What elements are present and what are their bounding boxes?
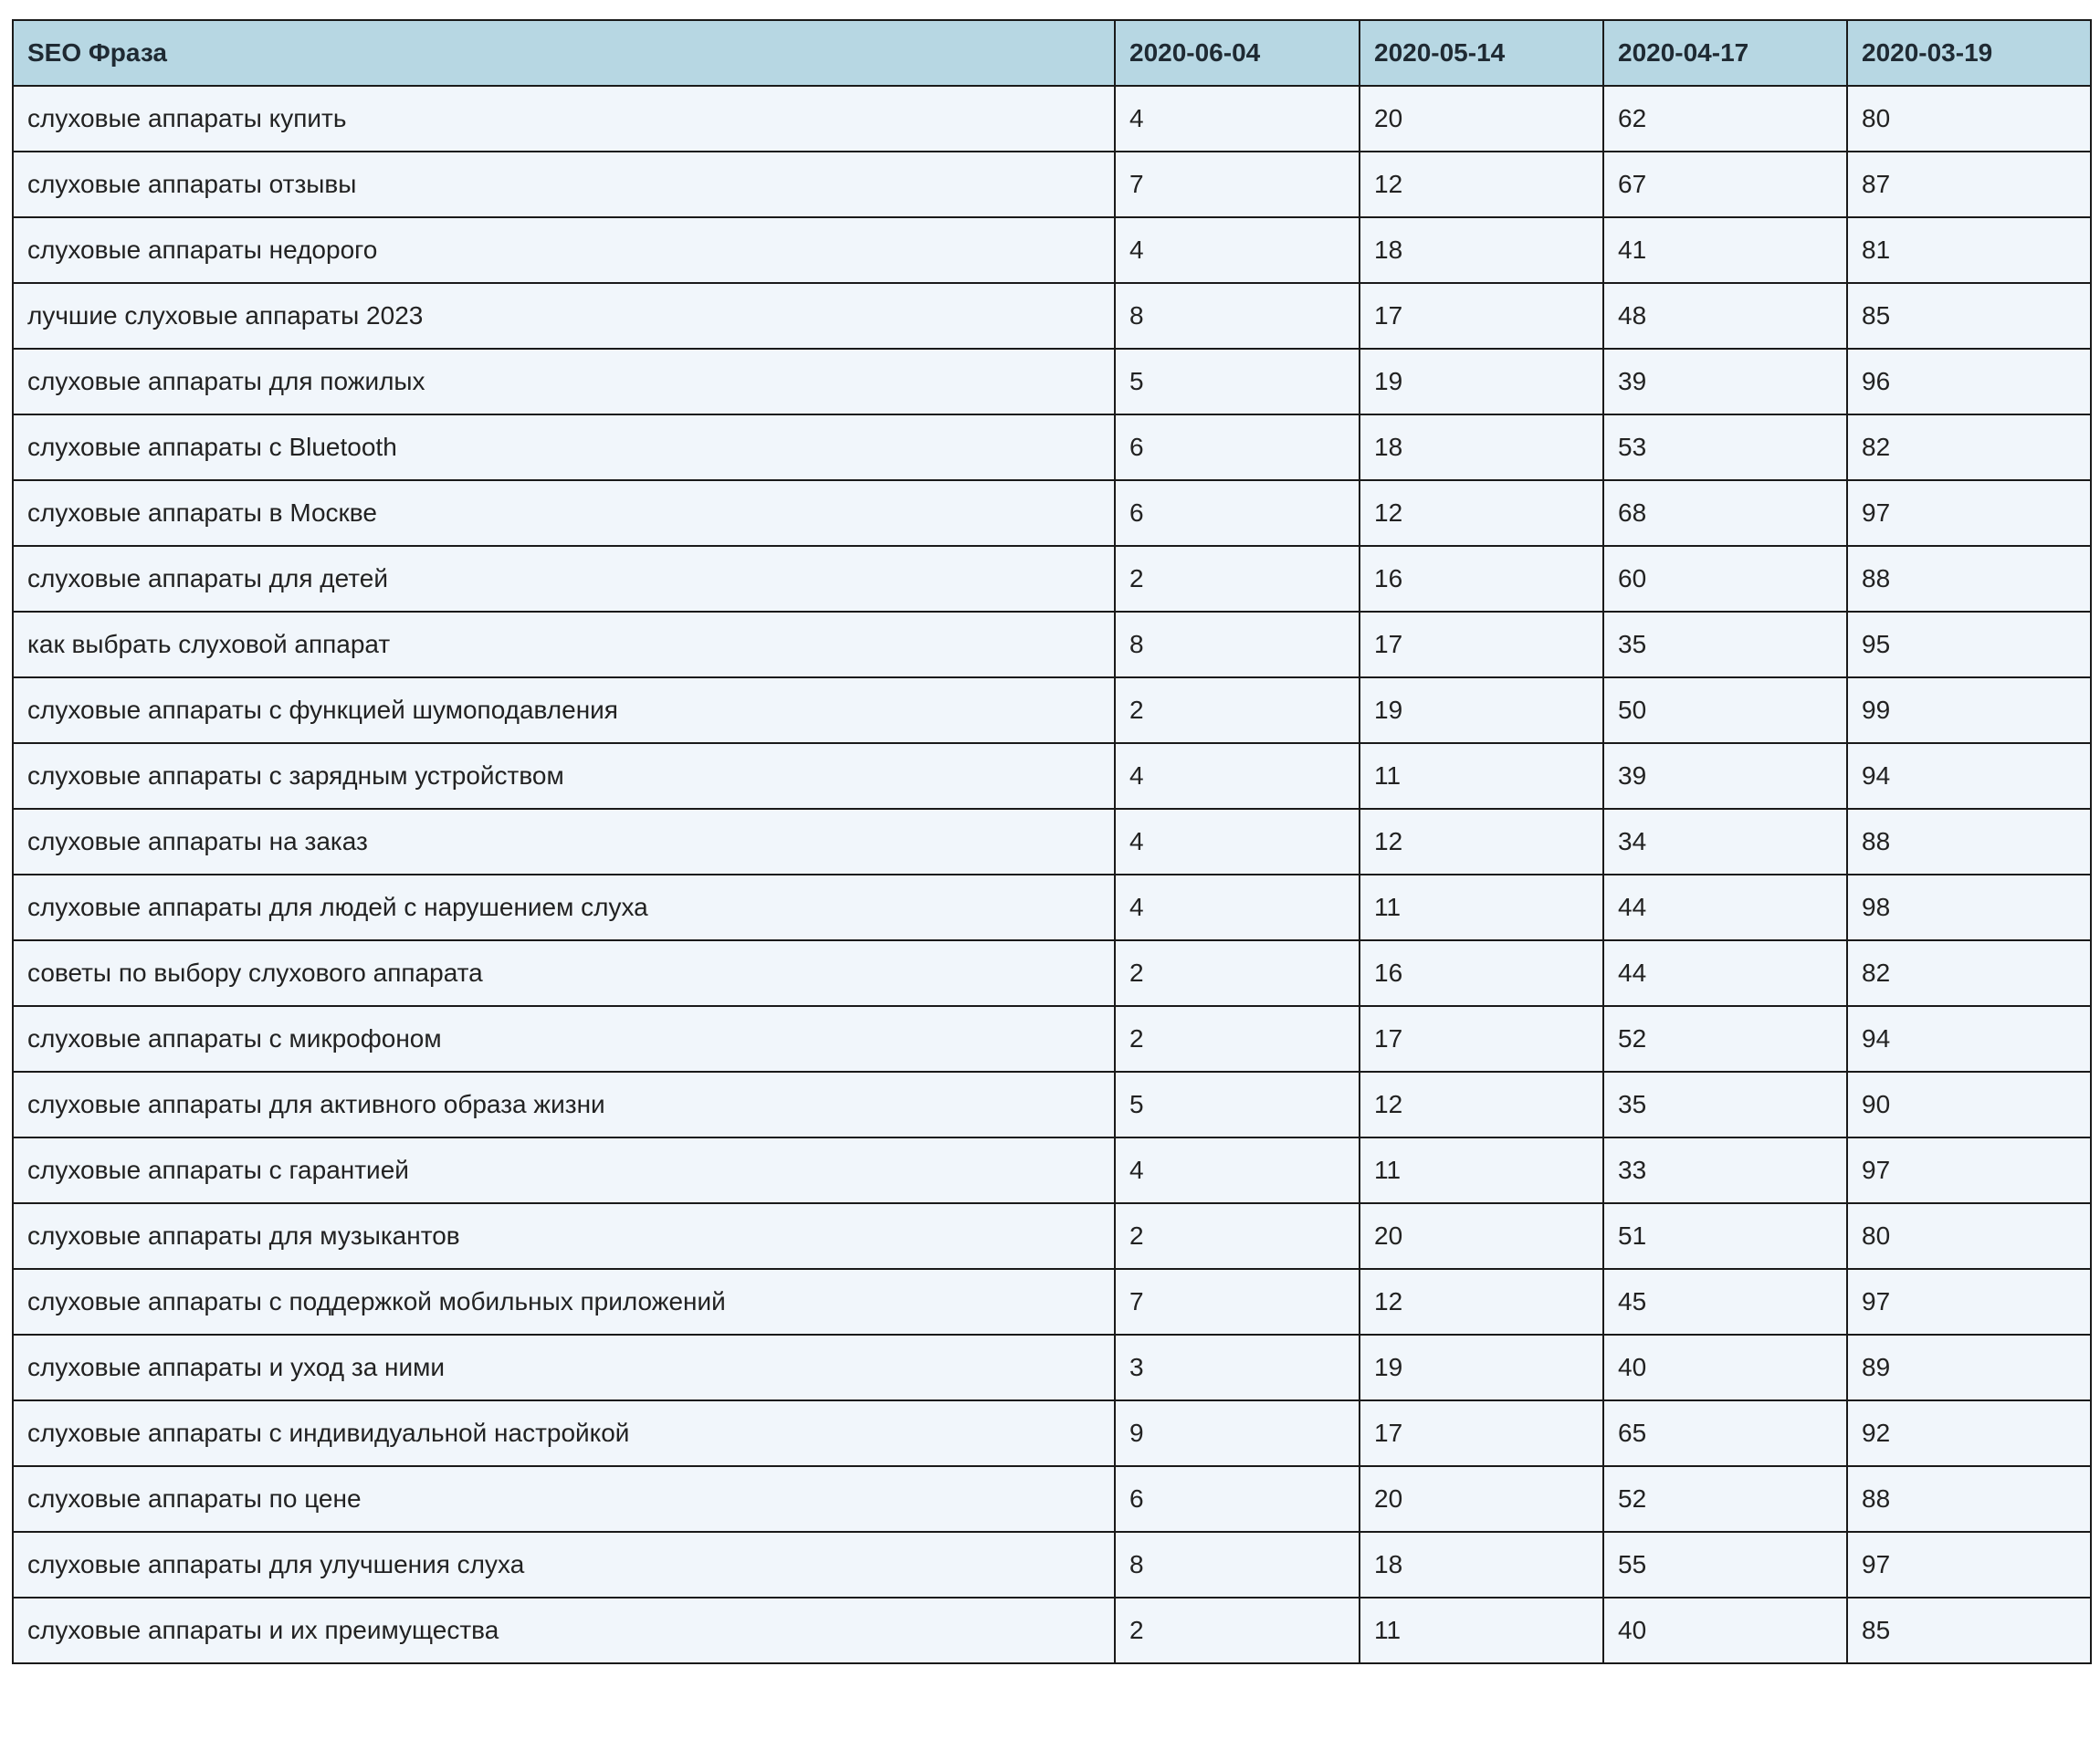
rank-cell-date-2: 19 <box>1360 349 1603 414</box>
rank-cell-date-1: 6 <box>1115 1466 1360 1532</box>
rank-cell-date-3: 34 <box>1603 809 1847 875</box>
rank-cell-date-4: 90 <box>1847 1072 2091 1137</box>
rank-cell-date-1: 5 <box>1115 1072 1360 1137</box>
rank-cell-date-4: 97 <box>1847 1269 2091 1335</box>
rank-cell-date-4: 88 <box>1847 546 2091 612</box>
table-row <box>13 875 2091 940</box>
rank-cell-date-4: 85 <box>1847 283 2091 349</box>
seo-phrase-cell: слуховые аппараты с Bluetooth <box>13 414 1115 480</box>
table-row <box>13 677 2091 743</box>
table-row <box>13 1006 2091 1072</box>
seo-phrase-cell: слуховые аппараты для улучшения слуха <box>13 1532 1115 1598</box>
rank-cell-date-4: 82 <box>1847 414 2091 480</box>
seo-phrase-cell: слуховые аппараты для активного образа жизни <box>13 1072 1115 1137</box>
rank-cell-date-2: 18 <box>1360 217 1603 283</box>
seo-ranking-table-container <box>12 19 2090 1664</box>
rank-cell-date-2: 11 <box>1360 743 1603 809</box>
rank-cell-date-2: 19 <box>1360 677 1603 743</box>
rank-cell-date-2: 19 <box>1360 1335 1603 1400</box>
table-row <box>13 1269 2091 1335</box>
rank-cell-date-4: 80 <box>1847 1203 2091 1269</box>
seo-phrase-cell: как выбрать слуховой аппарат <box>13 612 1115 677</box>
rank-cell-date-3: 51 <box>1603 1203 1847 1269</box>
rank-cell-date-3: 48 <box>1603 283 1847 349</box>
seo-phrase-cell: слуховые аппараты для людей с нарушением слуха <box>13 875 1115 940</box>
rank-cell-date-3: 45 <box>1603 1269 1847 1335</box>
rank-cell-date-4: 98 <box>1847 875 2091 940</box>
seo-phrase-cell: слуховые аппараты с зарядным устройством <box>13 743 1115 809</box>
rank-cell-date-3: 62 <box>1603 86 1847 152</box>
rank-cell-date-1: 4 <box>1115 809 1360 875</box>
table-row <box>13 217 2091 283</box>
seo-phrase-cell: слуховые аппараты купить <box>13 86 1115 152</box>
rank-cell-date-3: 65 <box>1603 1400 1847 1466</box>
rank-cell-date-4: 92 <box>1847 1400 2091 1466</box>
rank-cell-date-3: 40 <box>1603 1598 1847 1663</box>
rank-cell-date-2: 16 <box>1360 546 1603 612</box>
table-row <box>13 349 2091 414</box>
rank-cell-date-3: 39 <box>1603 349 1847 414</box>
rank-cell-date-3: 50 <box>1603 677 1847 743</box>
header-date-2: 2020-05-14 <box>1360 20 1603 86</box>
rank-cell-date-3: 52 <box>1603 1006 1847 1072</box>
table-row <box>13 414 2091 480</box>
rank-cell-date-4: 89 <box>1847 1335 2091 1400</box>
rank-cell-date-4: 97 <box>1847 1137 2091 1203</box>
rank-cell-date-4: 81 <box>1847 217 2091 283</box>
seo-phrase-cell: слуховые аппараты с гарантией <box>13 1137 1115 1203</box>
rank-cell-date-2: 12 <box>1360 152 1603 217</box>
seo-phrase-cell: слуховые аппараты по цене <box>13 1466 1115 1532</box>
rank-cell-date-3: 68 <box>1603 480 1847 546</box>
rank-cell-date-1: 5 <box>1115 349 1360 414</box>
rank-cell-date-1: 3 <box>1115 1335 1360 1400</box>
seo-phrase-cell: слуховые аппараты для музыкантов <box>13 1203 1115 1269</box>
seo-phrase-cell: советы по выбору слухового аппарата <box>13 940 1115 1006</box>
rank-cell-date-4: 99 <box>1847 677 2091 743</box>
rank-cell-date-2: 11 <box>1360 1598 1603 1663</box>
rank-cell-date-2: 20 <box>1360 1466 1603 1532</box>
seo-phrase-cell: слуховые аппараты на заказ <box>13 809 1115 875</box>
seo-phrase-cell: слуховые аппараты недорого <box>13 217 1115 283</box>
table-row <box>13 809 2091 875</box>
rank-cell-date-3: 53 <box>1603 414 1847 480</box>
header-seo-phrase: SEO Фраза <box>13 20 1115 86</box>
seo-phrase-cell: слуховые аппараты с поддержкой мобильных приложений <box>13 1269 1115 1335</box>
header-date-3: 2020-04-17 <box>1603 20 1847 86</box>
table-row <box>13 283 2091 349</box>
seo-phrase-cell: слуховые аппараты для пожилых <box>13 349 1115 414</box>
table-row <box>13 940 2091 1006</box>
table-row <box>13 1137 2091 1203</box>
rank-cell-date-1: 8 <box>1115 1532 1360 1598</box>
rank-cell-date-2: 17 <box>1360 1006 1603 1072</box>
rank-cell-date-4: 80 <box>1847 86 2091 152</box>
rank-cell-date-1: 6 <box>1115 480 1360 546</box>
rank-cell-date-4: 87 <box>1847 152 2091 217</box>
table-row <box>13 480 2091 546</box>
table-row <box>13 1400 2091 1466</box>
rank-cell-date-3: 33 <box>1603 1137 1847 1203</box>
rank-cell-date-1: 2 <box>1115 1598 1360 1663</box>
rank-cell-date-2: 12 <box>1360 1269 1603 1335</box>
rank-cell-date-1: 6 <box>1115 414 1360 480</box>
rank-cell-date-1: 7 <box>1115 1269 1360 1335</box>
rank-cell-date-2: 17 <box>1360 612 1603 677</box>
rank-cell-date-4: 97 <box>1847 480 2091 546</box>
seo-ranking-table <box>12 19 2092 1664</box>
table-row <box>13 1335 2091 1400</box>
seo-phrase-cell: слуховые аппараты отзывы <box>13 152 1115 217</box>
header-row <box>13 20 2091 86</box>
rank-cell-date-2: 12 <box>1360 809 1603 875</box>
rank-cell-date-1: 9 <box>1115 1400 1360 1466</box>
rank-cell-date-1: 7 <box>1115 152 1360 217</box>
rank-cell-date-4: 85 <box>1847 1598 2091 1663</box>
rank-cell-date-3: 44 <box>1603 875 1847 940</box>
rank-cell-date-2: 12 <box>1360 480 1603 546</box>
table-row <box>13 1532 2091 1598</box>
rank-cell-date-2: 17 <box>1360 1400 1603 1466</box>
rank-cell-date-1: 4 <box>1115 875 1360 940</box>
rank-cell-date-2: 20 <box>1360 86 1603 152</box>
rank-cell-date-1: 2 <box>1115 677 1360 743</box>
rank-cell-date-3: 52 <box>1603 1466 1847 1532</box>
seo-phrase-cell: слуховые аппараты с функцией шумоподавления <box>13 677 1115 743</box>
rank-cell-date-3: 41 <box>1603 217 1847 283</box>
rank-cell-date-1: 8 <box>1115 612 1360 677</box>
rank-cell-date-2: 18 <box>1360 414 1603 480</box>
rank-cell-date-3: 55 <box>1603 1532 1847 1598</box>
rank-cell-date-3: 35 <box>1603 612 1847 677</box>
table-row <box>13 546 2091 612</box>
table-row <box>13 1072 2091 1137</box>
rank-cell-date-1: 4 <box>1115 217 1360 283</box>
rank-cell-date-2: 11 <box>1360 1137 1603 1203</box>
rank-cell-date-2: 12 <box>1360 1072 1603 1137</box>
table-header <box>13 20 2091 86</box>
table-row <box>13 743 2091 809</box>
rank-cell-date-2: 20 <box>1360 1203 1603 1269</box>
rank-cell-date-4: 95 <box>1847 612 2091 677</box>
rank-cell-date-2: 17 <box>1360 283 1603 349</box>
rank-cell-date-4: 94 <box>1847 1006 2091 1072</box>
seo-phrase-cell: лучшие слуховые аппараты 2023 <box>13 283 1115 349</box>
rank-cell-date-4: 96 <box>1847 349 2091 414</box>
rank-cell-date-1: 2 <box>1115 1203 1360 1269</box>
seo-phrase-cell: слуховые аппараты и уход за ними <box>13 1335 1115 1400</box>
rank-cell-date-4: 97 <box>1847 1532 2091 1598</box>
table-body <box>13 86 2091 1663</box>
seo-phrase-cell: слуховые аппараты с микрофоном <box>13 1006 1115 1072</box>
rank-cell-date-4: 82 <box>1847 940 2091 1006</box>
rank-cell-date-4: 88 <box>1847 809 2091 875</box>
table-row <box>13 1598 2091 1663</box>
rank-cell-date-1: 8 <box>1115 283 1360 349</box>
header-date-4: 2020-03-19 <box>1847 20 2091 86</box>
table-row <box>13 152 2091 217</box>
rank-cell-date-1: 4 <box>1115 1137 1360 1203</box>
rank-cell-date-3: 60 <box>1603 546 1847 612</box>
rank-cell-date-3: 44 <box>1603 940 1847 1006</box>
header-date-1: 2020-06-04 <box>1115 20 1360 86</box>
rank-cell-date-4: 88 <box>1847 1466 2091 1532</box>
rank-cell-date-3: 40 <box>1603 1335 1847 1400</box>
rank-cell-date-1: 2 <box>1115 546 1360 612</box>
seo-phrase-cell: слуховые аппараты для детей <box>13 546 1115 612</box>
rank-cell-date-4: 94 <box>1847 743 2091 809</box>
table-row <box>13 86 2091 152</box>
rank-cell-date-3: 39 <box>1603 743 1847 809</box>
seo-phrase-cell: слуховые аппараты в Москве <box>13 480 1115 546</box>
rank-cell-date-1: 4 <box>1115 86 1360 152</box>
rank-cell-date-2: 18 <box>1360 1532 1603 1598</box>
seo-phrase-cell: слуховые аппараты и их преимущества <box>13 1598 1115 1663</box>
rank-cell-date-1: 2 <box>1115 1006 1360 1072</box>
rank-cell-date-1: 4 <box>1115 743 1360 809</box>
rank-cell-date-2: 11 <box>1360 875 1603 940</box>
seo-phrase-cell: слуховые аппараты с индивидуальной настройкой <box>13 1400 1115 1466</box>
rank-cell-date-1: 2 <box>1115 940 1360 1006</box>
table-row <box>13 1203 2091 1269</box>
rank-cell-date-3: 35 <box>1603 1072 1847 1137</box>
rank-cell-date-3: 67 <box>1603 152 1847 217</box>
table-row <box>13 612 2091 677</box>
table-row <box>13 1466 2091 1532</box>
rank-cell-date-2: 16 <box>1360 940 1603 1006</box>
